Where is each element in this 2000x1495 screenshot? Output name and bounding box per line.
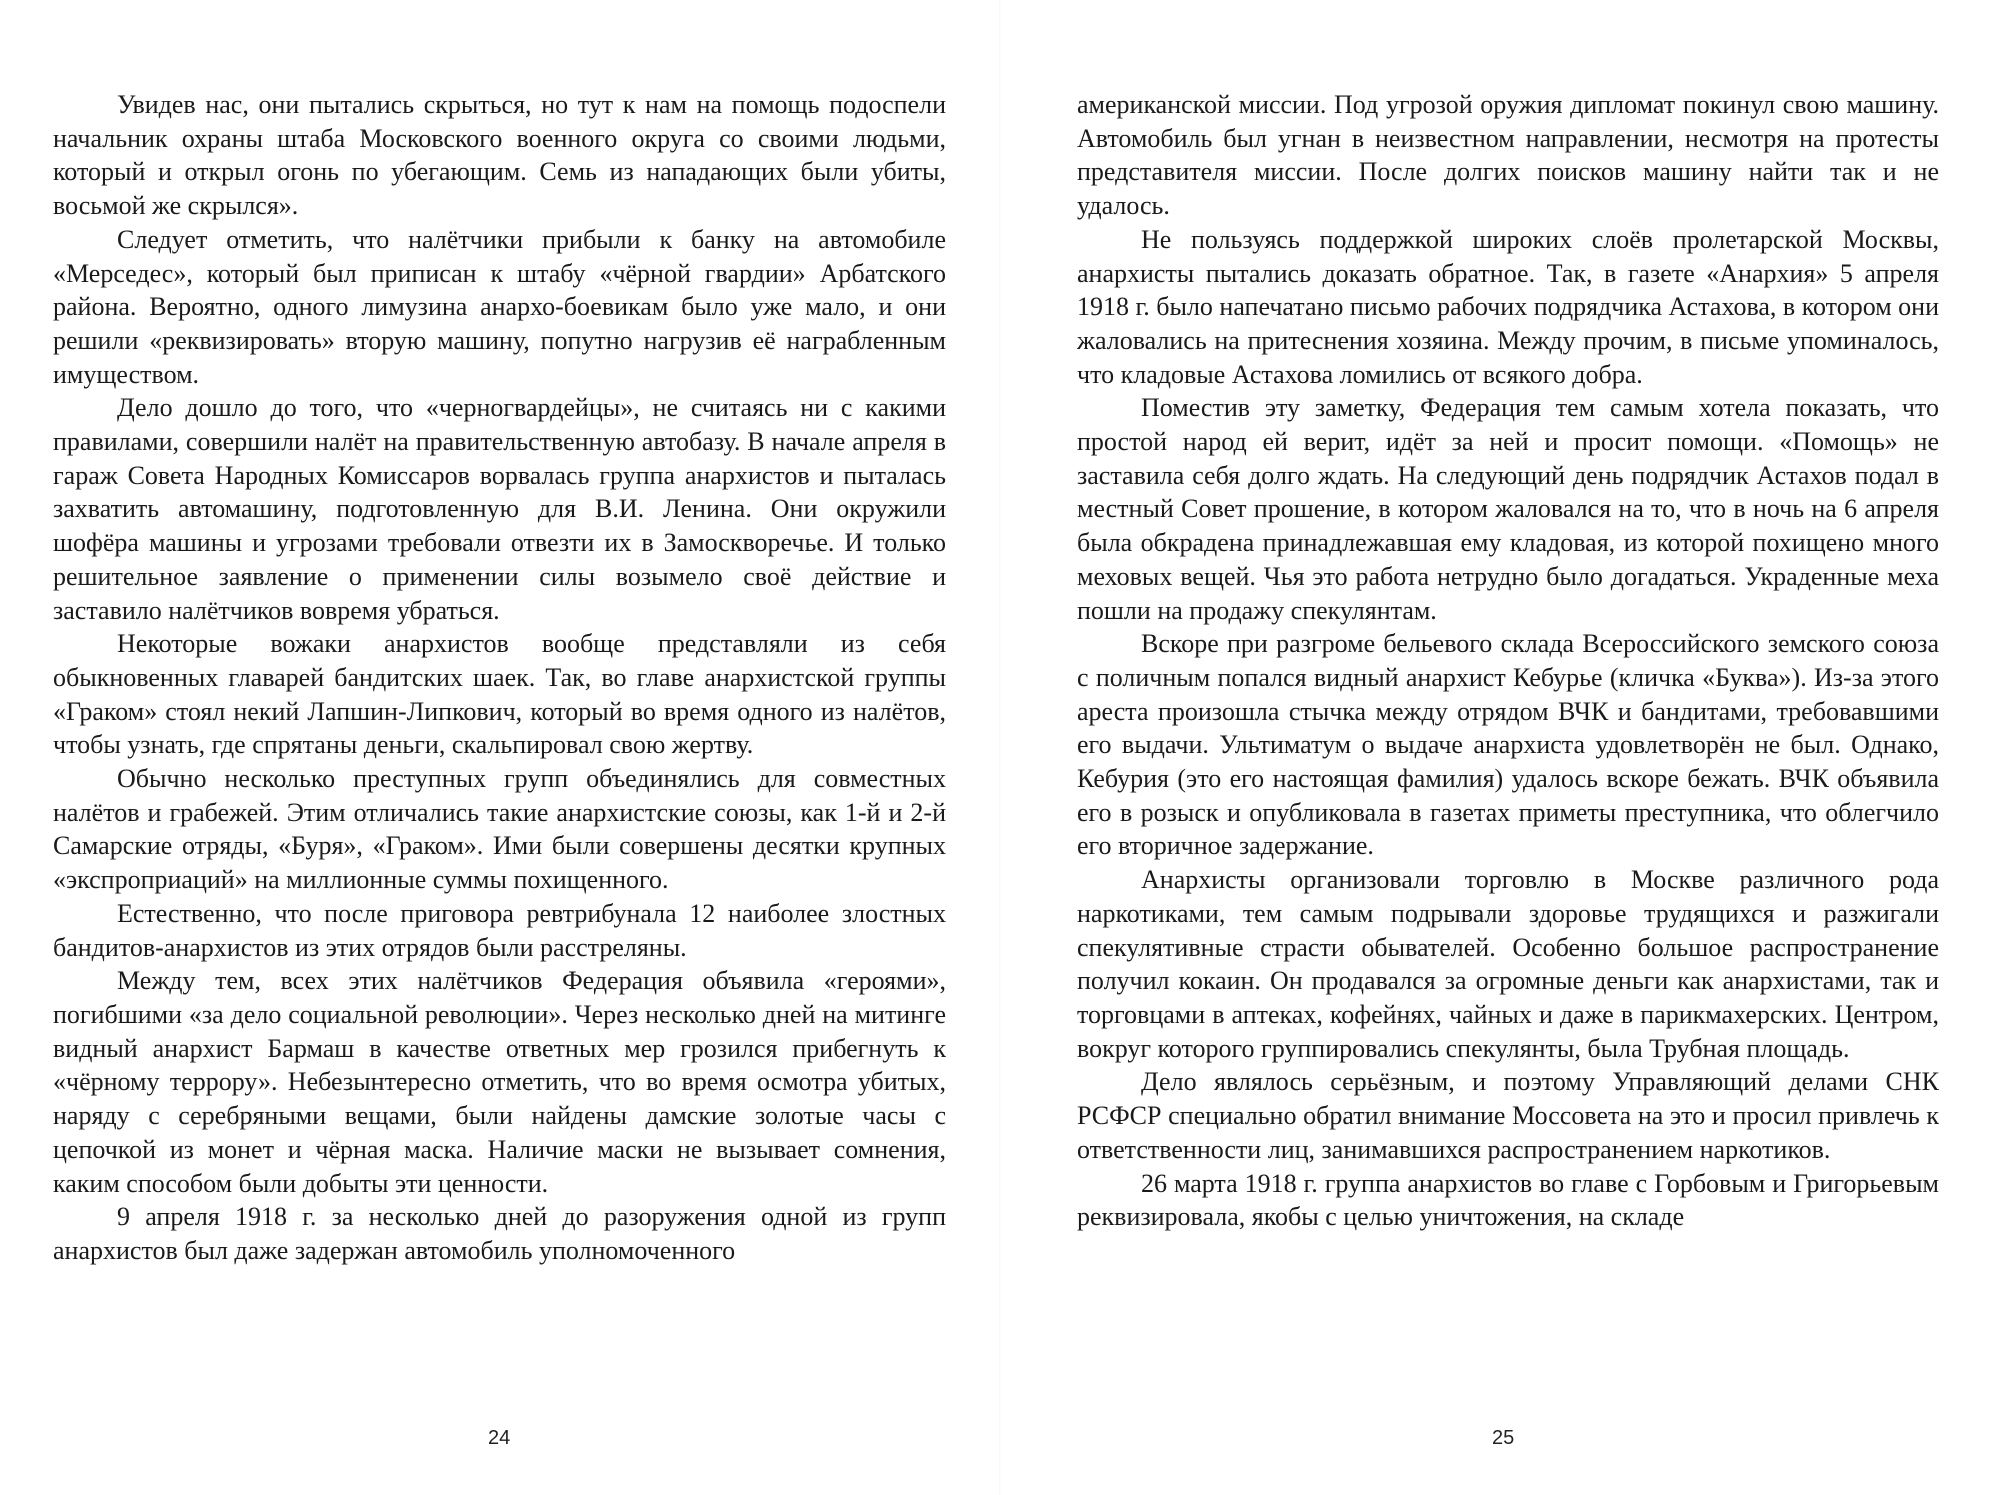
paragraph: 9 апреля 1918 г. за несколько дней до разоружения одной из групп анархистов был даже задержан автомобиль уполномоченного bbox=[53, 1202, 946, 1265]
paragraph: 26 марта 1918 г. группа анархистов во главе с Горбовым и Григорьевым реквизировала, якобы с целью уничтожения, на складе bbox=[1077, 1168, 1939, 1232]
paragraph: Между тем, всех этих налётчиков Федерация объявила «героями», погибшими «за дело социальной революции». Через несколько дней на митинге видный анархист Бармаш в качестве ответных мер грозился прибегнуть к «чёрному террору». Небезынтересно отметить, что во время осмотра убитых, наряду с серебряными вещами, были найдены дамские золотые часы с цепочкой из монет и чёрная маска. Наличие маски не вызывает сомнения, каким способом были добыты эти ценности. bbox=[53, 966, 946, 1198]
right-page bbox=[1077, 88, 1939, 1438]
page-number-right: 25 bbox=[1492, 1427, 1515, 1449]
paragraph: Вскоре при разгроме бельевого склада Всероссийского земского союза с поличным попался видный анархист Кебурье (кличка «Буква»). Из-за этого ареста произошла стычка между отрядом ВЧК и бандитами, требовавшими его выдачи. Ультиматум о выдаче анархиста удовлетворён не был. Однако, Кебурия (это его настоящая фамилия) удалось вскоре бежать. ВЧК объявила его в розыск и опубликовала в газетах приметы преступника, что облегчило его вторичное задержание. bbox=[1077, 629, 1939, 861]
paragraph: Поместив эту заметку, Федерация тем самым хотела показать, что простой народ ей верит, идёт за ней и просит помощи. «Помощь» не заставила себя долго ждать. На следующий день подрядчик Астахов подал в местный Совет прошение, в котором жаловался на то, что в ночь на 6 апреля была обкрадена принадлежавшая ему кладовая, из которой похищено много меховых вещей. Чья это работа нетрудно было догадаться. Украденные меха пошли на продажу спекулянтам. bbox=[1077, 393, 1939, 625]
paragraph: Не пользуясь поддержкой широких слоёв пролетарской Москвы, анархисты пытались доказать обратное. Так, в газете «Анархия» 5 апреля 1918 г. было напечатано письмо рабочих подрядчика Астахова, в котором они жаловались на притеснения хозяина. Между прочим, в письме упоминалось, что кладовые Астахова ломились от всякого добра. bbox=[1077, 224, 1939, 389]
paragraph: Следует отметить, что налётчики прибыли к банку на автомобиле «Мерседес», который был приписан к штабу «чёрной гвардии» Арбатского района. Вероятно, одного лимузина анархо-боевикам было уже мало, и они решили «реквизировать» вторую машину, попутно нагрузив её награбленным имуществом. bbox=[53, 224, 946, 389]
paragraph: Некоторые вожаки анархистов вообще представляли из себя обыкновенных главарей бандитских шаек. Так, во главе анархистской группы «Граком» стоял некий Лапшин-Липкович, который во время одного из налётов, чтобы узнать, где спрятаны деньги, скальпировал свою жертву. bbox=[53, 629, 946, 760]
paragraph: Естественно, что после приговора ревтрибунала 12 наиболее злостных бандитов-анархистов из этих отрядов были расстреляны. bbox=[53, 898, 946, 962]
book-spine bbox=[999, 0, 1001, 1495]
paragraph: Обычно несколько преступных групп объединялись для совместных налётов и грабежей. Этим отличались такие анархистские союзы, как 1-й и 2-й Самарские отряды, «Буря», «Граком». Ими были совершены десятки крупных «экспроприаций» на миллионные суммы похищенного. bbox=[53, 764, 946, 895]
paragraph: Дело являлось серьёзным, и поэтому Управляющий делами СНК РСФСР специально обратил внимание Моссовета на это и просил привлечь к ответственности лиц, занимавшихся распространением наркотиков. bbox=[1077, 1067, 1939, 1164]
paragraph: Увидев нас, они пытались скрыться, но тут к нам на помощь подоспели начальник охраны штаба Московского военного округа со своими людьми, который и открыл огонь по убегающим. Семь из нападающих были убиты, восьмой же скрылся». bbox=[53, 90, 946, 221]
page-number-left: 24 bbox=[488, 1427, 511, 1449]
paragraph: Дело дошло до того, что «черногвардейцы», не считаясь ни с какими правилами, совершили налёт на правительственную автобазу. В начале апреля в гараж Совета Народных Комиссаров ворвалась группа анархистов и пыталась захватить автомашину, подготовленную для В.И. Ленина. Они окружили шофёра машины и угрозами требовали отвезти их в Замоскворечье. И только решительное заявление о применении силы возымело своё действие и заставило налётчиков вовремя убраться. bbox=[53, 393, 946, 625]
paragraph: Анархисты организовали торговлю в Москве различного рода наркотиками, тем самым подрывали здоровье трудящихся и разжигали спекулятивные страсти обывателей. Особенно большое распространение получил кокаин. Он продавался за огромные деньги как анархистами, так и торговцами в аптеках, кофейнях, чайных и даже в парикмахерских. Центром, вокруг которого группировались спекулянты, была Трубная площадь. bbox=[1077, 865, 1939, 1063]
continued-paragraph: американской миссии. Под угрозой оружия дипломат покинул свою машину. Автомобиль был угнан в неизвестном направлении, несмотря на протесты представителя миссии. После долгих поисков машину найти так и не удалось. bbox=[1077, 90, 1939, 221]
left-page bbox=[53, 88, 946, 1438]
